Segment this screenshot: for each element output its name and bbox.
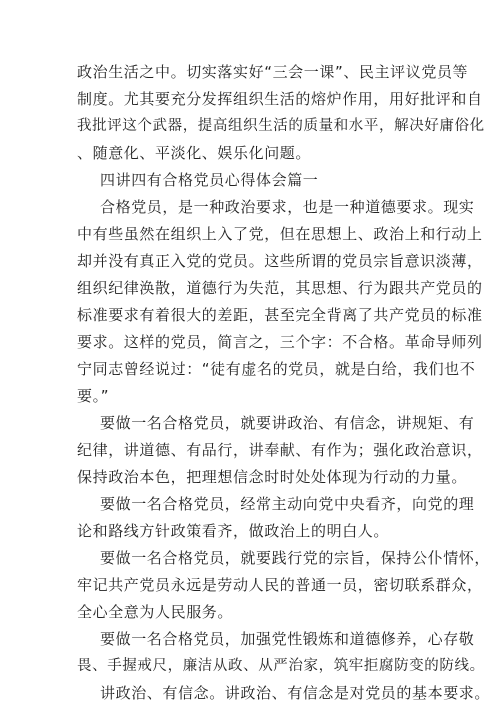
text-line: 我批评这个武器，提高组织生活的质量和水平，解决好庸俗化 xyxy=(77,118,485,134)
text-line: 却并没有真正入党的党员。这些所谓的党员宗旨意识淡薄， xyxy=(77,252,483,270)
text-line: 要做一名合格党员，就要践行党的宗旨，保持公仆情怀， xyxy=(100,549,491,567)
text-line: 中有些虽然在组织上入了党，但在思想上、政治上和行动上 xyxy=(77,225,483,243)
text-line: 合格党员，是一种政治要求，也是一种道德要求。现实 xyxy=(100,198,475,216)
text-line: 要做一名合格党员，就要讲政治、有信念，讲规矩、有 xyxy=(100,414,475,432)
text-line: 政治生活之中。切实落实好“三会一课”、民主评议党员等 xyxy=(77,63,469,81)
text-line: 制度。尤其要充分发挥组织生活的熔炉作用，用好批评和自 xyxy=(77,90,483,108)
text-line: 保持政治本色，把理想信念时时处处体现为行动的力量。 xyxy=(77,468,468,486)
text-line: 要求。这样的党员，简言之，三个字：不合格。革命导师列 xyxy=(77,333,483,351)
text-line: 论和路线方针政策看齐，做政治上的明白人。 xyxy=(77,522,390,540)
text-line: 纪律，讲道德、有品行，讲奉献、有作为；强化政治意识， xyxy=(77,441,483,459)
text-line: 宁同志曾经说过：“徒有虚名的党员，就是白给，我们也不 xyxy=(77,360,476,378)
text-line: 牢记共产党员永远是劳动人民的普通一员，密切联系群众， xyxy=(77,576,483,594)
text-line: 、随意化、平淡化、娱乐化问题。 xyxy=(77,144,312,162)
text-line: 要做一名合格党员，经常主动向党中央看齐，向党的理 xyxy=(100,495,475,513)
text-line: 标准要求有着很大的差距，甚至完全背离了共产党员的标准 xyxy=(77,306,483,324)
text-line: 组织纪律涣散，道德行为失范，其思想、行为跟共产党员的 xyxy=(77,279,483,297)
text-line: 要做一名合格党员，加强党性锻炼和道德修养，心存敬 xyxy=(100,630,475,648)
text-line: 全心全意为人民服务。 xyxy=(77,603,234,621)
text-line: 要。” xyxy=(77,387,110,405)
text-line: 畏、手握戒尺，廉洁从政、从严治家，筑牢拒腐防变的防线。 xyxy=(77,658,485,674)
text-line: 讲政治、有信念。讲政治、有信念是对党员的基本要求。 xyxy=(100,684,491,702)
section-heading: 四讲四有合格党员心得体会篇一 xyxy=(100,171,319,189)
